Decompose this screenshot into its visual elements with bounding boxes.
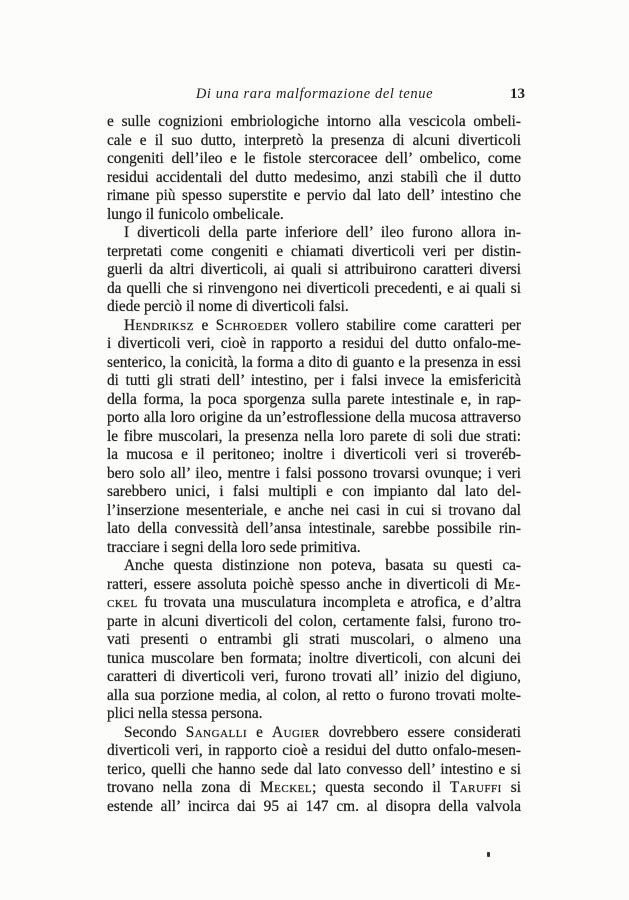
text-segment: vati presenti o entrambi gli strati muscolari, o almeno una: [107, 631, 521, 648]
text-segment: terpretati come congeniti e chiamati diverticoli veri per distin-: [107, 242, 521, 260]
body-text: [107, 113, 521, 816]
author-name: ckel: [107, 594, 138, 611]
ink-speck: [487, 852, 490, 857]
text-line: [107, 317, 521, 336]
text-line: [107, 724, 521, 743]
text-line: [107, 465, 521, 484]
text-line: [107, 705, 521, 724]
text-segment: della forma, la poca sporgenza sulla parete intestinale e, in rap-: [107, 390, 521, 408]
text-line: [107, 557, 521, 576]
text-segment: cale e il suo dutto, interpretò la presenza di alcuni diverticoli: [107, 131, 521, 149]
text-line: [107, 261, 521, 280]
text-line: [107, 280, 521, 299]
text-segment: ; questa secondo il: [312, 779, 450, 796]
text-line: [107, 576, 521, 595]
author-name: Augier: [272, 723, 320, 741]
text-line: [107, 132, 521, 151]
paragraph: [107, 224, 521, 317]
author-name: Hendriksz: [124, 316, 194, 334]
text-segment: guerli da altri diverticoli, ai quali si attribuirono caratteri diversi: [107, 261, 521, 278]
text-segment: alla sua porzione media, al colon, al retto o furono trovati molte-: [107, 686, 521, 704]
text-segment: e sulle cognizioni embriologiche intorno alla vescicola ombeli-: [107, 113, 521, 130]
text-segment: lungo il funicolo ombelicale.: [107, 205, 284, 223]
text-segment: i diverticoli veri, cioè in rapporto a residui del dutto onfalo-me-: [107, 335, 521, 352]
author-name: Schroeder: [215, 316, 289, 334]
text-line: [107, 224, 521, 243]
text-segment: la mucosa e il peritoneo; inoltre i diverticoli veri si troveréb-: [107, 446, 521, 463]
running-title: Di una rara malformazione del tenue: [195, 86, 434, 102]
text-line: [107, 539, 521, 558]
text-segment: vollero stabilire come caratteri per: [288, 316, 521, 334]
author-name: Sangalli: [185, 723, 248, 741]
text-segment: trovano nella zona di: [107, 779, 261, 796]
text-line: [107, 169, 521, 188]
text-segment: e: [247, 723, 273, 741]
text-line: [107, 372, 521, 391]
text-line: [107, 594, 521, 613]
text-segment: di tutti gli strati dell’ intestino, per i falsi invece la emisfericità: [107, 372, 521, 389]
author-name: Me-: [494, 575, 521, 593]
paragraph: [107, 724, 521, 817]
text-segment: rimane più spesso superstite e pervio dal lato dell’ intestino che: [107, 187, 521, 204]
text-segment: Anche questa distinzione non poteva, basata su questi ca-: [124, 557, 521, 574]
text-segment: parte in alcuni diverticoli del colon, certamente falsi, furono tro-: [107, 612, 521, 630]
text-segment: si: [501, 779, 521, 796]
text-segment: estende all’ incirca dai 95 ai 147 cm. al disopra della valvola: [107, 797, 521, 815]
author-name: Meckel: [260, 779, 313, 796]
text-segment: le fibre muscolari, la presenza nella loro parete di soli due strati:: [107, 427, 521, 445]
text-segment: porto alla loro origine da un’estroflessione della mucosa attraverso: [107, 409, 521, 426]
author-name: Taruffi: [449, 779, 502, 796]
text-segment: dovrebbero essere considerati: [319, 723, 521, 741]
running-header: [108, 86, 525, 106]
text-segment: e: [193, 316, 216, 334]
text-line: [107, 650, 521, 669]
text-segment: diede perciò il nome di diverticoli falsi.: [107, 298, 349, 315]
text-segment: caratteri di diverticoli veri, furono trovati all’ inizio del digiuno,: [107, 668, 521, 685]
text-segment: Secondo: [124, 723, 186, 741]
text-segment: fu trovata una musculatura incompleta e atrofica, e d’altra: [137, 594, 521, 611]
text-line: [107, 779, 521, 798]
paragraph: [107, 557, 521, 724]
paragraph: [107, 113, 521, 224]
page-number: 13: [510, 86, 525, 102]
text-line: [107, 798, 521, 817]
text-line: [107, 613, 521, 632]
text-segment: l’inserzione mesenteriale, e anche nei casi in cui si trovano dal: [107, 501, 521, 519]
text-line: [107, 298, 521, 317]
text-line: [107, 742, 521, 761]
text-line: [107, 391, 521, 410]
text-line: [107, 520, 521, 539]
text-line: [107, 335, 521, 354]
text-line: [107, 113, 521, 132]
text-segment: I diverticoli della parte inferiore dell’ ileo furono allora in-: [124, 224, 521, 241]
text-line: [107, 206, 521, 225]
text-segment: diverticoli veri, in rapporto cioè a residui del dutto onfalo-mesen-: [107, 742, 521, 759]
text-segment: terico, quelli che hanno sede dal lato convesso dell’ intestino e si: [107, 760, 521, 778]
text-line: [107, 483, 521, 502]
text-line: [107, 428, 521, 447]
text-line: [107, 761, 521, 780]
text-segment: da quelli che si rinvengono nei diverticoli precedenti, e ai quali si: [107, 279, 521, 297]
text-segment: residui accidentali del dutto medesimo, anzi stabilì che il dutto: [107, 168, 521, 186]
text-segment: senterico, la conicità, la forma a dito di guanto e la presenza in essi: [107, 353, 521, 371]
text-line: [107, 187, 521, 206]
text-line: [107, 354, 521, 373]
text-line: [107, 687, 521, 706]
text-segment: sarebbero unici, i falsi multipli e con impianto dal lato del-: [107, 483, 521, 500]
text-segment: tunica muscolare ben formata; inoltre diverticoli, con alcuni dei: [107, 649, 521, 667]
text-segment: ratteri, essere assoluta poichè spesso anche in diverticoli di: [107, 575, 495, 593]
text-line: [107, 409, 521, 428]
text-segment: lato della convessità dell’ansa intestinale, sarebbe possibile rin-: [107, 520, 521, 537]
text-line: [107, 502, 521, 521]
text-segment: tracciare i segni della loro sede primitiva.: [107, 538, 361, 556]
paragraph: [107, 317, 521, 558]
text-segment: congeniti dell’ileo e le fistole stercoracee dell’ ombelico, come: [107, 150, 521, 167]
text-line: [107, 668, 521, 687]
text-line: [107, 150, 521, 169]
text-line: [107, 243, 521, 262]
text-line: [107, 631, 521, 650]
text-segment: plici nella stessa persona.: [107, 705, 263, 722]
text-segment: bero solo all’ ileo, mentre i falsi possono trovarsi ovunque; i veri: [107, 464, 521, 482]
text-line: [107, 446, 521, 465]
